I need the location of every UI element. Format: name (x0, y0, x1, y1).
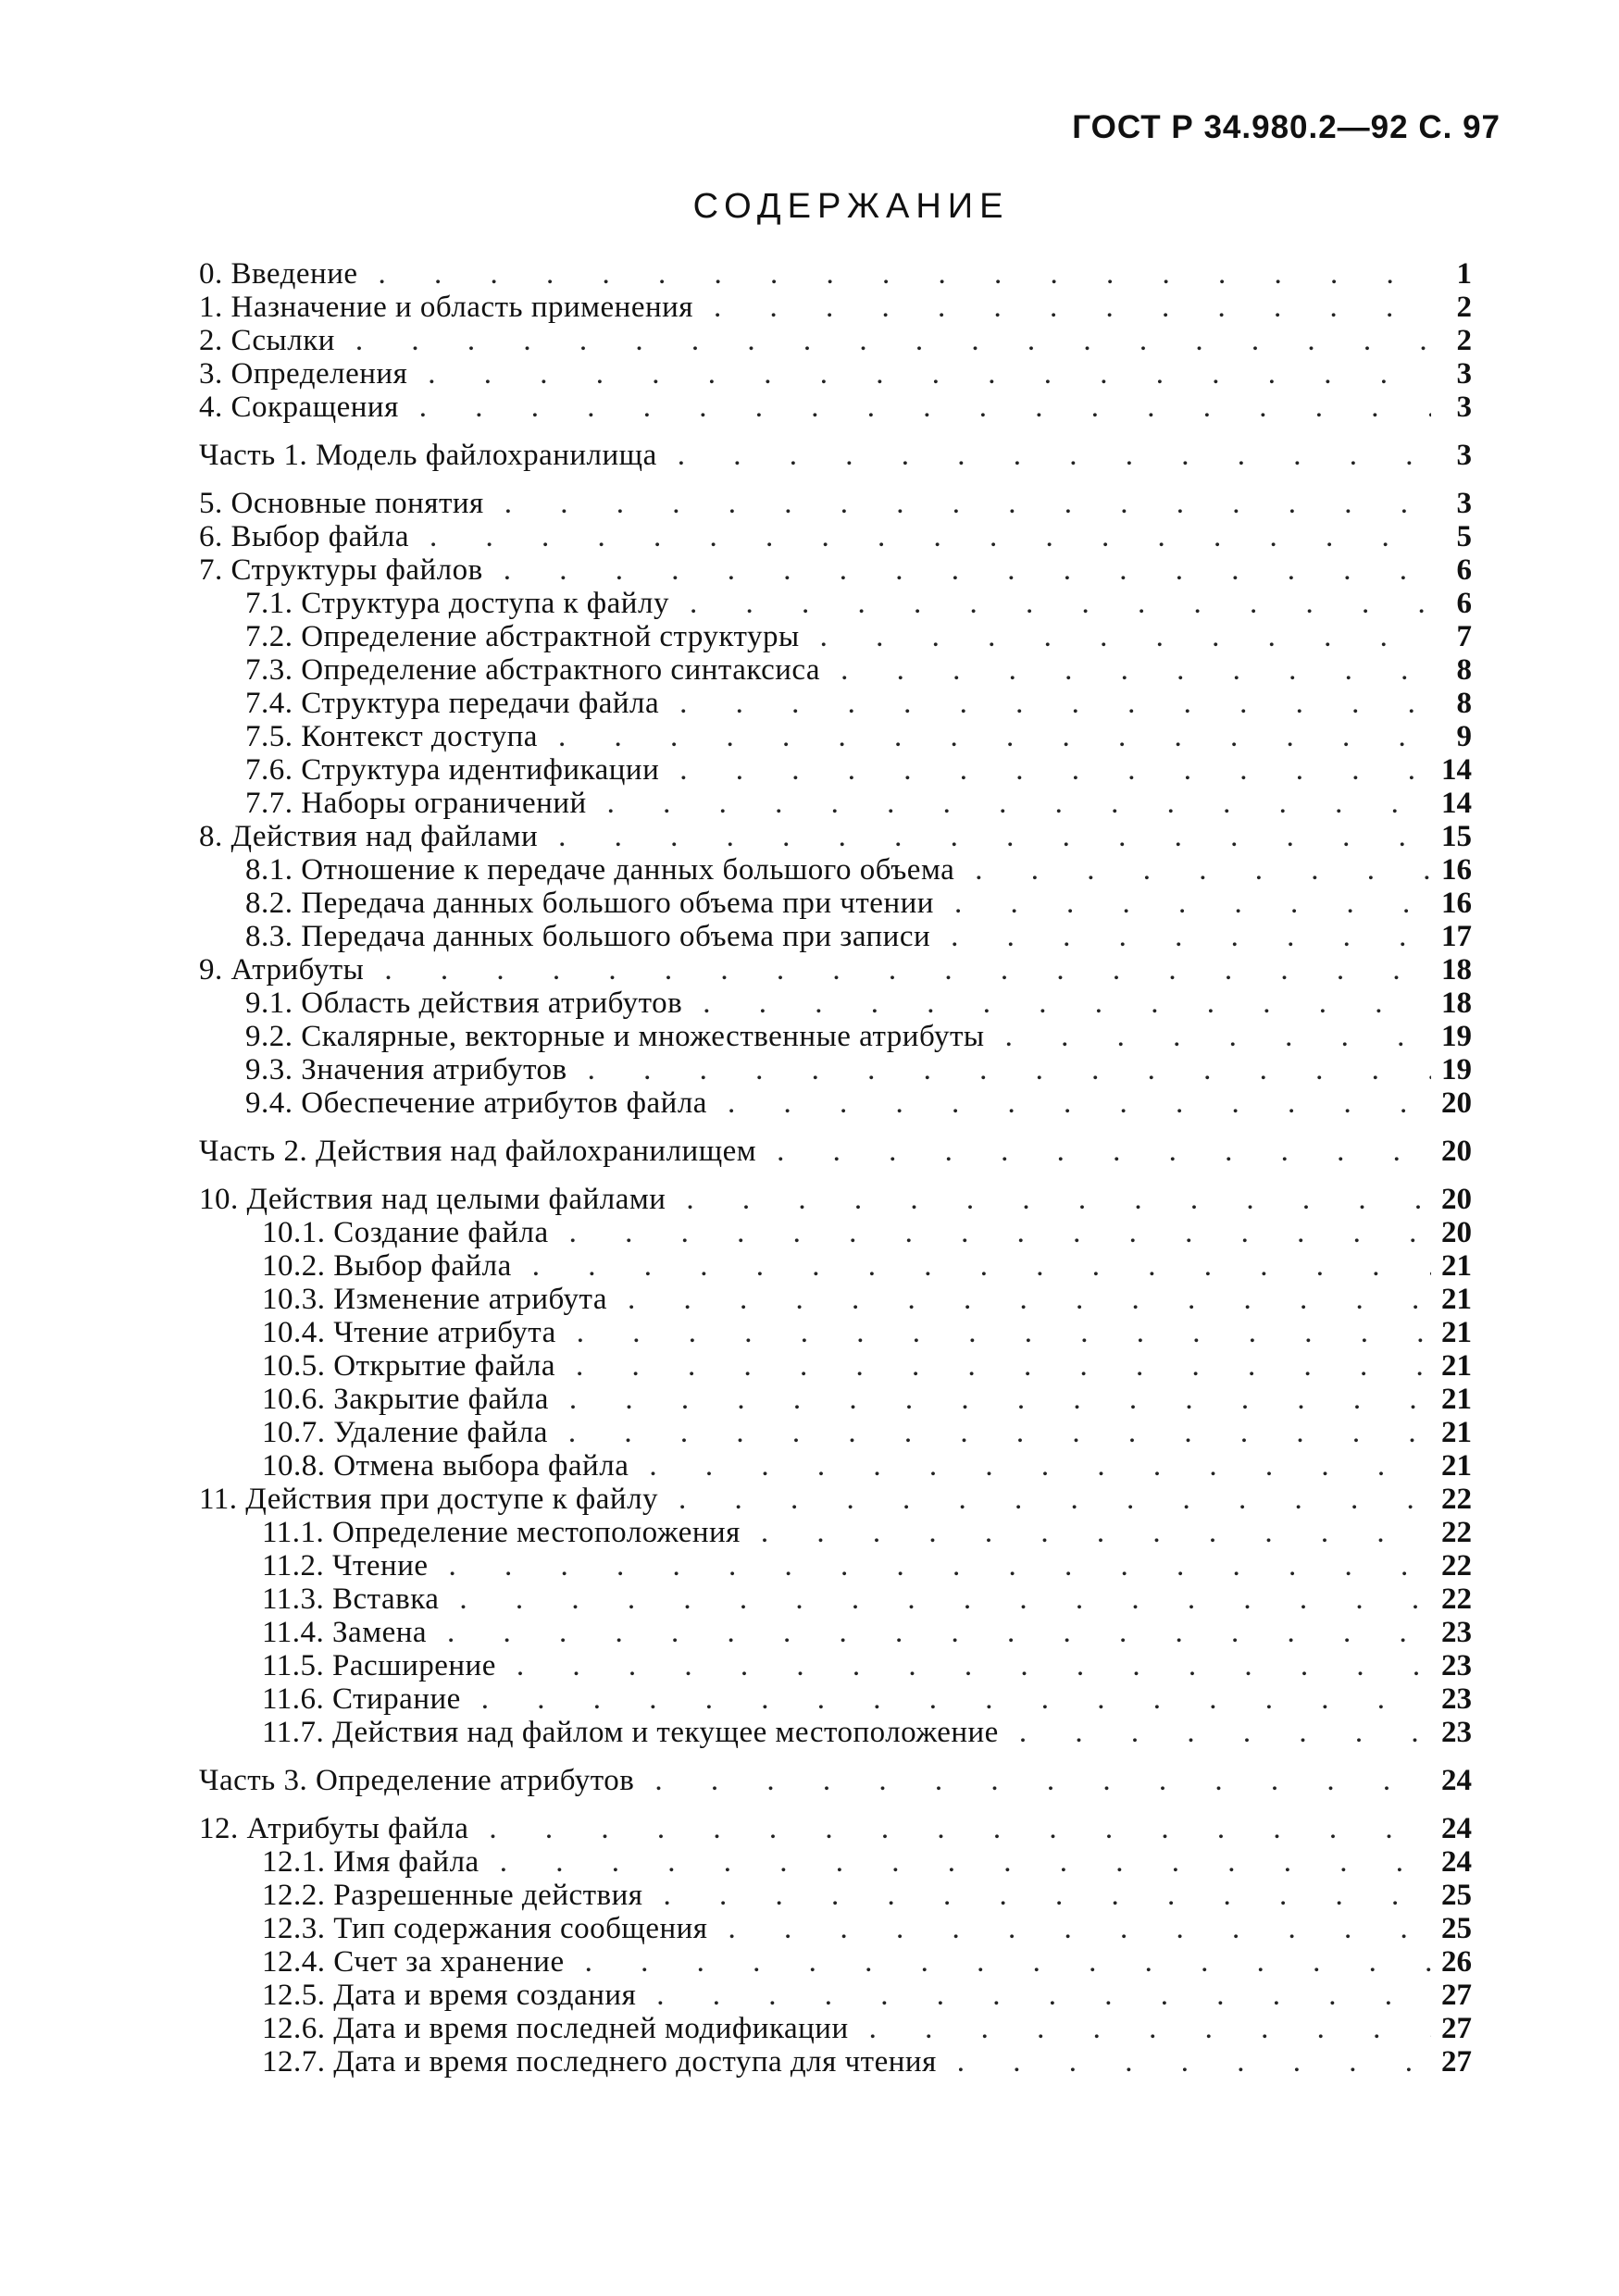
toc-entry-title: 7.2. Определение абстрактной структуры (245, 620, 800, 653)
toc-entry (199, 887, 1472, 920)
toc-entry (199, 1249, 1472, 1283)
dot-leader (728, 1086, 1431, 1120)
table-of-contents (199, 257, 1472, 2079)
toc-page-number: 27 (1441, 1979, 1472, 2012)
dot-leader (504, 553, 1431, 587)
toc-page-number: 20 (1441, 1086, 1472, 1120)
toc-entry (199, 1349, 1472, 1383)
toc-entry-title: 12. Атрибуты файла (199, 1812, 469, 1845)
toc-page-number: 7 (1456, 620, 1472, 653)
toc-entry (199, 1716, 1472, 1749)
toc-entry-title: 11.6. Стирание (262, 1682, 461, 1716)
toc-entry-title: 7.5. Контекст доступа (245, 720, 538, 753)
toc-entry-title: 11.2. Чтение (262, 1549, 429, 1582)
toc-page-number: 3 (1456, 391, 1472, 424)
toc-page-number: 21 (1441, 1349, 1472, 1383)
toc-part-entry (199, 1764, 1472, 1797)
dot-leader (569, 1216, 1431, 1249)
toc-entry-title: 12.4. Счет за хранение (262, 1945, 565, 1979)
toc-page-number: 27 (1441, 2045, 1472, 2079)
toc-page-number: 20 (1441, 1135, 1472, 1168)
dot-leader (1005, 1020, 1431, 1053)
toc-entry (199, 820, 1472, 853)
toc-entry-title: Часть 1. Модель файлохранилища (199, 439, 657, 472)
toc-entry-title: 11.5. Расширение (262, 1649, 496, 1682)
toc-entry (199, 1183, 1472, 1216)
toc-entry (199, 687, 1472, 720)
toc-entry (199, 587, 1472, 620)
dot-leader (679, 1483, 1431, 1516)
toc-page-number: 20 (1441, 1216, 1472, 1249)
toc-entry-title: 11.4. Замена (262, 1616, 428, 1649)
toc-page-number: 20 (1441, 1183, 1472, 1216)
toc-entry-title: 3. Определения (199, 357, 408, 391)
dot-leader (954, 887, 1431, 920)
toc-entry (199, 920, 1472, 953)
toc-page-number: 8 (1456, 653, 1472, 687)
toc-entry-title: 7.7. Наборы ограничений (245, 787, 587, 820)
toc-page-number: 21 (1441, 1383, 1472, 1416)
dot-leader (588, 1053, 1431, 1086)
toc-page-number: 19 (1441, 1053, 1472, 1086)
toc-entry (199, 1383, 1472, 1416)
dot-leader (649, 1449, 1431, 1483)
toc-part-entry (199, 439, 1472, 472)
toc-page-number: 25 (1441, 1879, 1472, 1912)
toc-part-entry (199, 1135, 1472, 1168)
toc-entry (199, 1053, 1472, 1086)
dot-leader (585, 1945, 1431, 1979)
toc-entry-title: 9.4. Обеспечение атрибутов файла (245, 1086, 707, 1120)
toc-page-number: 21 (1441, 1449, 1472, 1483)
toc-entry (199, 1879, 1472, 1912)
toc-title: СОДЕРЖАНИЕ (692, 187, 1010, 226)
toc-entry-title: 10.6. Закрытие файла (262, 1383, 549, 1416)
toc-page-number: 24 (1441, 1812, 1472, 1845)
toc-entry-title: 12.3. Тип содержания сообщения (262, 1912, 708, 1945)
toc-entry (199, 1020, 1472, 1053)
toc-entry (199, 1516, 1472, 1549)
toc-page-number: 26 (1441, 1945, 1472, 1979)
toc-page-number: 5 (1456, 520, 1472, 553)
dot-leader (663, 1879, 1431, 1912)
toc-entry-title: Часть 2. Действия над файлохранилищем (199, 1135, 757, 1168)
toc-page-number: 27 (1441, 2012, 1472, 2045)
toc-entry (199, 324, 1472, 357)
toc-entry-title: 12.1. Имя файла (262, 1845, 479, 1879)
toc-entry (199, 1912, 1472, 1945)
toc-entry-title: 12.7. Дата и время последнего доступа для чтения (262, 2045, 937, 2079)
toc-entry (199, 357, 1472, 391)
dot-leader (679, 753, 1431, 787)
toc-page-number: 2 (1456, 291, 1472, 324)
toc-entry-title: 10.3. Изменение атрибута (262, 1283, 607, 1316)
dot-leader (654, 1764, 1431, 1797)
toc-entry-title: 10.2. Выбор файла (262, 1249, 512, 1283)
toc-entry (199, 620, 1472, 653)
dot-leader (714, 291, 1431, 324)
toc-entry (199, 1549, 1472, 1582)
toc-entry (199, 520, 1472, 553)
toc-entry (199, 1812, 1472, 1845)
dot-leader (841, 653, 1431, 687)
toc-entry-title: 0. Введение (199, 257, 358, 291)
toc-entry-title: 10.1. Создание файла (262, 1216, 549, 1249)
toc-entry (199, 1616, 1472, 1649)
toc-entry-title: 7. Структуры файлов (199, 553, 483, 587)
dot-leader (428, 357, 1431, 391)
toc-entry-title: 11.1. Определение местоположения (262, 1516, 741, 1549)
toc-page-number: 16 (1441, 853, 1472, 887)
toc-page-number: 22 (1441, 1516, 1472, 1549)
dot-leader (576, 1349, 1431, 1383)
dot-leader (607, 787, 1431, 820)
dot-leader (686, 1183, 1431, 1216)
dot-leader (975, 853, 1431, 887)
dot-leader (679, 687, 1431, 720)
toc-page-number: 21 (1441, 1416, 1472, 1449)
toc-page-number: 14 (1441, 787, 1472, 820)
toc-entry-title: 9.3. Значения атрибутов (245, 1053, 567, 1086)
dot-leader (690, 587, 1431, 620)
toc-entry-title: 9.2. Скалярные, векторные и множественные атрибуты (245, 1020, 985, 1053)
toc-page-number: 22 (1441, 1549, 1472, 1582)
toc-page-number: 23 (1441, 1682, 1472, 1716)
dot-leader (355, 324, 1431, 357)
toc-entry (199, 787, 1472, 820)
toc-entry (199, 391, 1472, 424)
toc-entry (199, 1845, 1472, 1879)
dot-leader (1019, 1716, 1431, 1749)
dot-leader (419, 391, 1431, 424)
toc-entry-title: 11.7. Действия над файлом и текущее местоположение (262, 1716, 999, 1749)
toc-entry (199, 2045, 1472, 2079)
toc-entry-title: 8.2. Передача данных большого объема при чтении (245, 887, 934, 920)
toc-page-number: 17 (1441, 920, 1472, 953)
toc-entry (199, 1582, 1472, 1616)
toc-entry-title: 10.5. Открытие файла (262, 1349, 555, 1383)
toc-page-number: 3 (1456, 439, 1472, 472)
dot-leader (957, 2045, 1431, 2079)
dot-leader (500, 1845, 1431, 1879)
toc-entry (199, 553, 1472, 587)
toc-entry (199, 1316, 1472, 1349)
dot-leader (384, 953, 1431, 987)
toc-entry (199, 987, 1472, 1020)
toc-entry-title: 2. Ссылки (199, 324, 335, 357)
toc-entry (199, 1449, 1472, 1483)
dot-leader (558, 720, 1431, 753)
toc-page-number: 2 (1456, 324, 1472, 357)
toc-entry (199, 1979, 1472, 2012)
toc-entry-title: 8. Действия над файлами (199, 820, 539, 853)
toc-entry (199, 1086, 1472, 1120)
dot-leader (820, 620, 1431, 653)
toc-entry (199, 853, 1472, 887)
toc-entry (199, 257, 1472, 291)
dot-leader (951, 920, 1431, 953)
dot-leader (568, 1416, 1431, 1449)
dot-leader (489, 1812, 1431, 1845)
dot-leader (577, 1316, 1431, 1349)
toc-entry-title: 10.7. Удаление файла (262, 1416, 548, 1449)
toc-entry (199, 1283, 1472, 1316)
toc-page-number: 14 (1441, 753, 1472, 787)
dot-leader (430, 520, 1431, 553)
toc-entry-title: 8.3. Передача данных большого объема при записи (245, 920, 931, 953)
toc-entry-title: 8.1. Отношение к передаче данных большого объема (245, 853, 955, 887)
toc-page-number: 1 (1456, 257, 1472, 291)
toc-entry-title: 11. Действия при доступе к файлу (199, 1483, 659, 1516)
toc-page-number: 18 (1441, 987, 1472, 1020)
toc-entry-title: 6. Выбор файла (199, 520, 410, 553)
toc-page-number: 19 (1441, 1020, 1472, 1053)
toc-page-number: 22 (1441, 1582, 1472, 1616)
toc-page-number: 6 (1456, 553, 1472, 587)
toc-entry (199, 1682, 1472, 1716)
toc-entry-title: 12.6. Дата и время последней модификации (262, 2012, 849, 2045)
dot-leader (628, 1283, 1431, 1316)
toc-entry-title: 5. Основные понятия (199, 487, 484, 520)
dot-leader (569, 1383, 1431, 1416)
toc-page-number: 23 (1441, 1616, 1472, 1649)
toc-entry (199, 653, 1472, 687)
toc-entry-title: 10.4. Чтение атрибута (262, 1316, 556, 1349)
toc-entry-title: 9. Атрибуты (199, 953, 365, 987)
toc-page-number: 21 (1441, 1316, 1472, 1349)
toc-entry-title: 9.1. Область действия атрибутов (245, 987, 683, 1020)
toc-page-number: 8 (1456, 687, 1472, 720)
toc-entry (199, 1483, 1472, 1516)
dot-leader (532, 1249, 1431, 1283)
dot-leader (379, 257, 1431, 291)
toc-page-number: 21 (1441, 1249, 1472, 1283)
toc-page-number: 16 (1441, 887, 1472, 920)
toc-page-number: 21 (1441, 1283, 1472, 1316)
toc-entry-title: 7.1. Структура доступа к файлу (245, 587, 669, 620)
toc-entry (199, 753, 1472, 787)
dot-leader (481, 1682, 1431, 1716)
toc-entry-title: 10. Действия над целыми файлами (199, 1183, 666, 1216)
toc-page-number: 18 (1441, 953, 1472, 987)
dot-leader (517, 1649, 1431, 1682)
toc-page-number: 6 (1456, 587, 1472, 620)
toc-entry (199, 1945, 1472, 1979)
dot-leader (703, 987, 1431, 1020)
toc-page-number: 9 (1456, 720, 1472, 753)
toc-entry-title: 10.8. Отмена выбора файла (262, 1449, 629, 1483)
toc-entry (199, 720, 1472, 753)
toc-page-number: 23 (1441, 1716, 1472, 1749)
toc-page-number: 22 (1441, 1483, 1472, 1516)
dot-leader (761, 1516, 1431, 1549)
toc-entry-title: 7.3. Определение абстрактного синтаксиса (245, 653, 821, 687)
toc-entry-title: 1. Назначение и область применения (199, 291, 693, 324)
page-header: ГОСТ Р 34.980.2—92 С. 97 (1072, 109, 1501, 145)
toc-entry-title: 7.4. Структура передачи файла (245, 687, 660, 720)
toc-entry-title: 12.5. Дата и время создания (262, 1979, 637, 2012)
toc-entry (199, 487, 1472, 520)
toc-entry-title: 7.6. Структура идентификации (245, 753, 660, 787)
dot-leader (728, 1912, 1431, 1945)
dot-leader (449, 1549, 1431, 1582)
dot-leader (678, 439, 1431, 472)
toc-page-number: 23 (1441, 1649, 1472, 1682)
toc-entry (199, 291, 1472, 324)
toc-entry-title: 4. Сокращения (199, 391, 399, 424)
dot-leader (656, 1979, 1431, 2012)
dot-leader (558, 820, 1431, 853)
dot-leader (459, 1582, 1431, 1616)
dot-leader (777, 1135, 1431, 1168)
toc-entry (199, 2012, 1472, 2045)
dot-leader (504, 487, 1431, 520)
toc-entry (199, 1416, 1472, 1449)
toc-page-number: 3 (1456, 487, 1472, 520)
toc-page-number: 24 (1441, 1764, 1472, 1797)
dot-leader (447, 1616, 1431, 1649)
toc-entry-title: 12.2. Разрешенные действия (262, 1879, 643, 1912)
toc-entry-title: Часть 3. Определение атрибутов (199, 1764, 635, 1797)
toc-entry (199, 1649, 1472, 1682)
toc-entry-title: 11.3. Вставка (262, 1582, 440, 1616)
toc-page-number: 15 (1441, 820, 1472, 853)
toc-entry (199, 953, 1472, 987)
toc-page-number: 24 (1441, 1845, 1472, 1879)
toc-page-number: 25 (1441, 1912, 1472, 1945)
toc-entry (199, 1216, 1472, 1249)
toc-page-number: 3 (1456, 357, 1472, 391)
dot-leader (869, 2012, 1431, 2045)
